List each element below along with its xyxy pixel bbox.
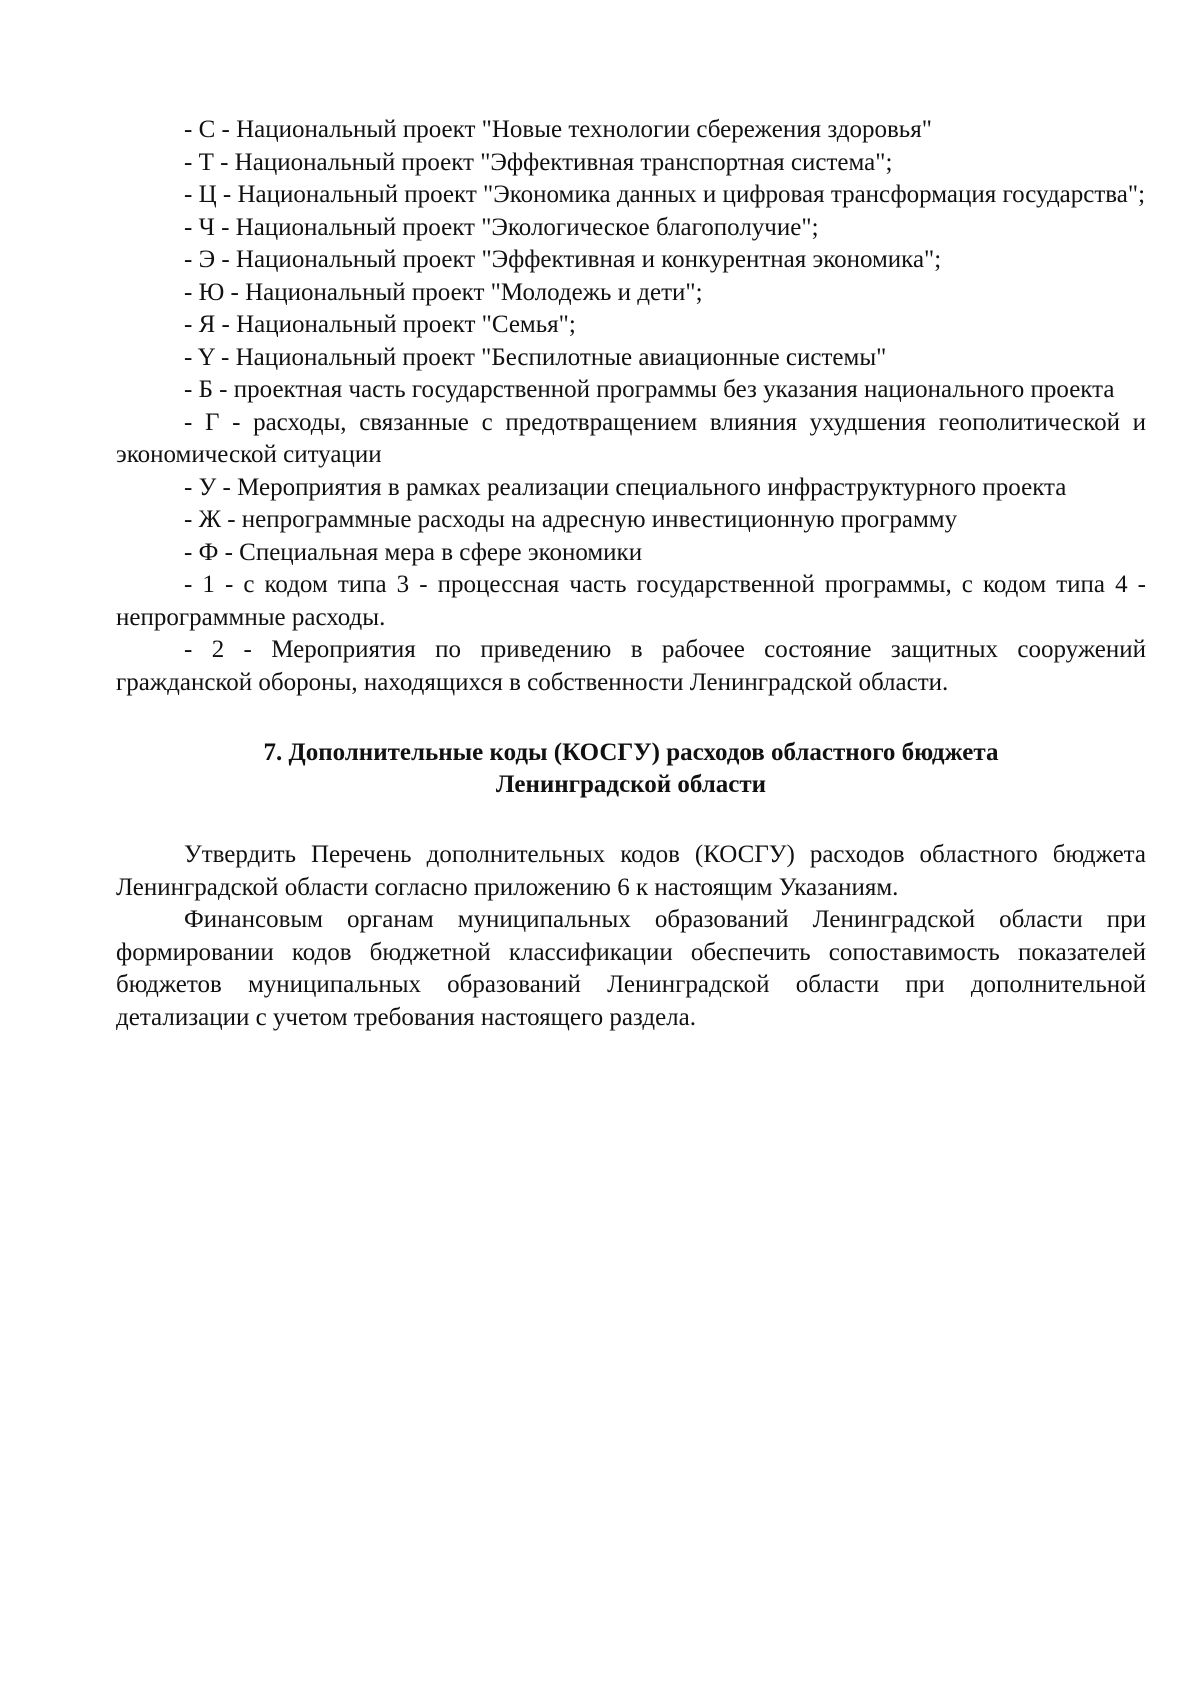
section-heading-line-2: Ленинградской области [495, 771, 767, 798]
body-paragraph: Финансовым органам муниципальных образований Ленинградской области при формировании кодов бюджетной классификации обеспечить сопоставимость показателей бюджетов муниципальных образований Ленинградской области при дополнительной детализации с учетом требования настоящего раздела. [116, 906, 1146, 1031]
list-item: - С - Национальный проект "Новые технологии сбережения здоровья" [184, 116, 932, 143]
list-item: - 1 - с кодом типа 3 - процессная часть государственной программы, с кодом типа 4 - непрограммные расходы. [116, 571, 1146, 631]
list-item: - Y - Национальный проект "Беспилотные авиационные системы" [184, 343, 887, 371]
list-item: - У - Мероприятия в рамках реализации специального инфраструктурного проекта [184, 473, 1067, 501]
list-item: - Ц - Национальный проект "Экономика данных и цифровая трансформация государства"; [184, 181, 1146, 208]
list-item: - Ю - Национальный проект "Молодежь и дети"; [184, 278, 703, 306]
body-paragraph: Утвердить Перечень дополнительных кодов (КОСГУ) расходов областного бюджета Ленинградской области согласно приложению 6 к настоящим Указаниям. [116, 841, 1146, 901]
list-item: - Ж - непрограммные расходы на адресную инвестиционную программу [184, 506, 958, 533]
section-heading-line-1: 7. Дополнительные коды (КОСГУ) расходов областного бюджета [263, 739, 999, 766]
list-item: - Ф - Специальная мера в сфере экономики [184, 538, 643, 566]
list-item: - Т - Национальный проект "Эффективная транспортная система"; [184, 148, 893, 176]
list-item: - Я - Национальный проект "Семья"; [184, 311, 576, 338]
list-item: - Э - Национальный проект "Эффективная и конкурентная экономика"; [184, 246, 942, 273]
list-item: - Б - проектная часть государственной программы без указания национального проекта [184, 376, 1115, 403]
section-heading [116, 737, 1146, 801]
document-content [116, 114, 1146, 1034]
list-item: - Г - расходы, связанные с предотвращением влияния ухудшения геополитической и экономической ситуации [116, 408, 1146, 468]
list-item: - 2 - Мероприятия по приведению в рабочее состояние защитных сооружений гражданской обороны, находящихся в собственности Ленинградской области. [116, 636, 1146, 696]
list-item: - Ч - Национальный проект "Экологическое благополучие"; [184, 213, 819, 241]
